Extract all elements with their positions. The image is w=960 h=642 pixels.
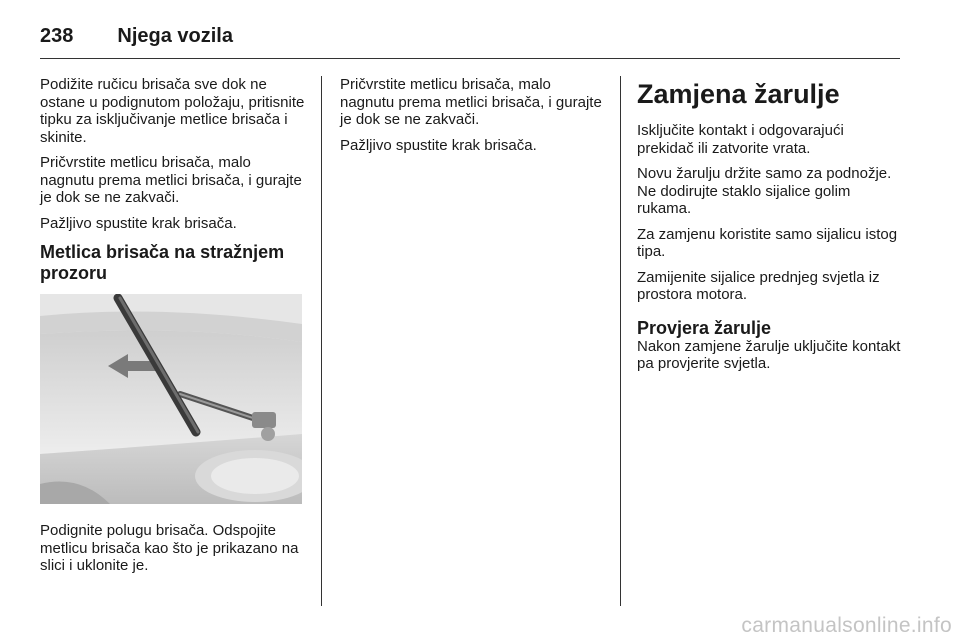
figure-caption: Podignite polugu brisača. Odspojite metlicu brisača kao što je prikazano na slici i uklonite je. bbox=[40, 522, 299, 574]
watermark: carmanualsonline.info bbox=[741, 614, 952, 637]
section-title: Zamjena žarulje bbox=[637, 79, 840, 109]
paragraph: Pažljivo spustite krak brisača. bbox=[40, 214, 237, 232]
paragraph: Pažljivo spustite krak brisača. bbox=[340, 136, 537, 154]
paragraph: Nakon zamjene žarulje uključite kontakt pa provjerite svjetla. bbox=[637, 337, 901, 372]
rear-wiper-illustration bbox=[40, 294, 302, 504]
column-3 bbox=[637, 76, 903, 381]
paragraph: Zamijenite sijalice prednjeg svjetla iz prostora motora. bbox=[637, 268, 880, 303]
page-title: Njega vozila bbox=[117, 24, 233, 47]
header-rule bbox=[40, 58, 900, 59]
paragraph: Novu žarulju držite samo za podnožje. Ne dodirujte staklo sijalice golim rukama. bbox=[637, 165, 892, 217]
paragraph: Podižite ručicu brisača sve dok ne ostane u podignutom položaju, pritisnite tipku za isključivanje metlice brisača i skinite. bbox=[40, 76, 305, 146]
column-divider-1 bbox=[321, 76, 322, 606]
paragraph: Pričvrstite metlicu brisača, malo nagnutu prema metlici brisača, i gurajte je dok se ne zakvači. bbox=[40, 154, 302, 206]
subsection-heading: Provjera žarulje bbox=[637, 317, 772, 338]
column-2 bbox=[340, 76, 606, 162]
paragraph: Za zamjenu koristite samo sijalicu istog tipa. bbox=[637, 225, 898, 260]
rear-wiper-svg bbox=[40, 294, 302, 504]
column-divider-2 bbox=[620, 76, 621, 606]
page-number: 238 bbox=[40, 24, 74, 47]
paragraph: Isključite kontakt i odgovarajući prekidač ili zatvorite vrata. bbox=[637, 122, 844, 157]
column-1 bbox=[40, 76, 306, 583]
page-header bbox=[40, 16, 233, 56]
section-heading: Metlica brisača na stražnjem prozoru bbox=[40, 242, 285, 283]
paragraph: Pričvrstite metlicu brisača, malo nagnutu prema metlici brisača, i gurajte je dok se ne zakvači. bbox=[340, 76, 602, 128]
